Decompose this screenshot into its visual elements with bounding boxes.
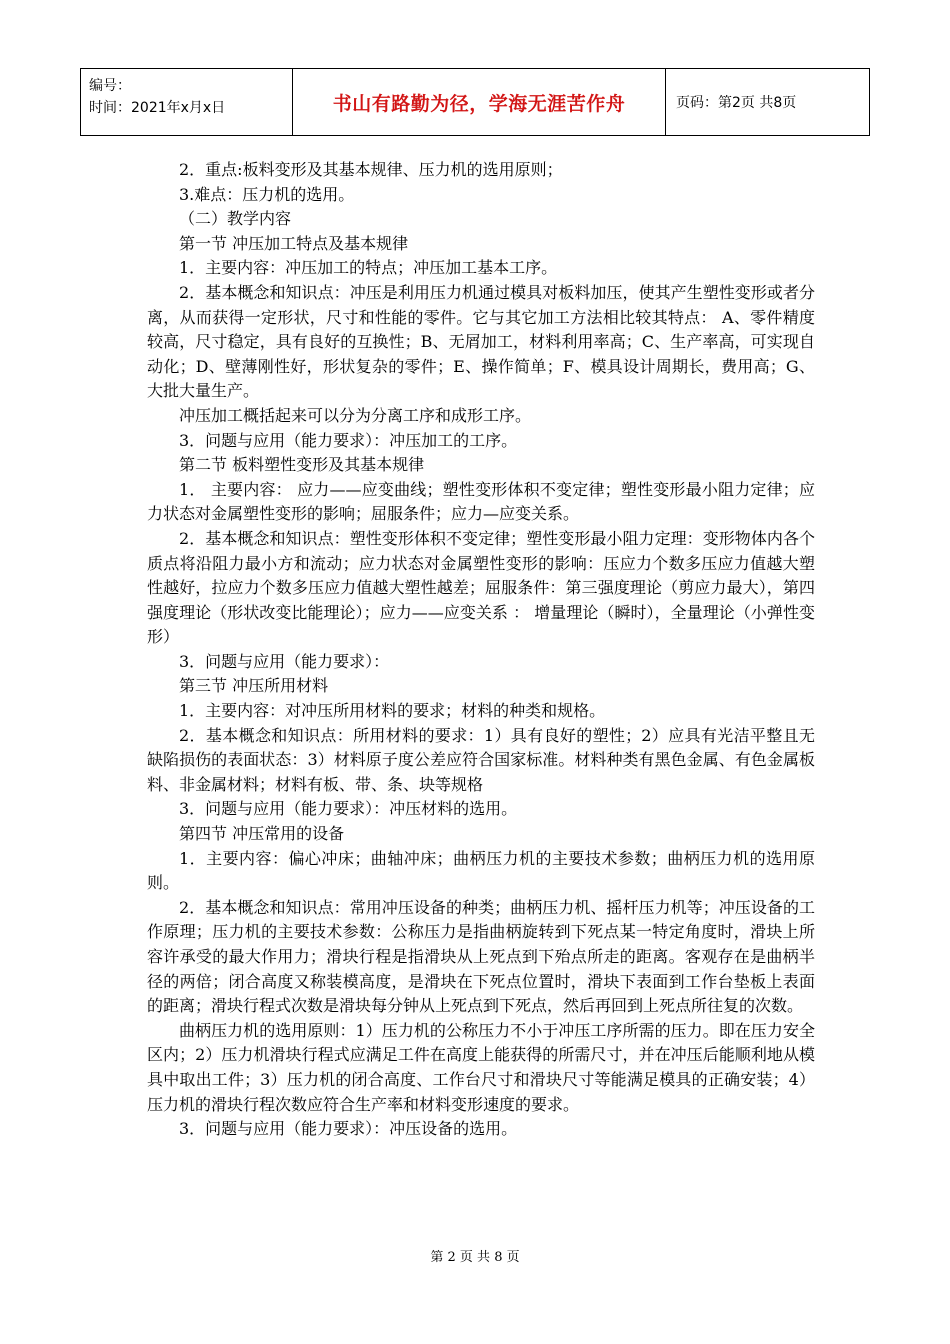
section-heading: 第三节 冲压所用材料 <box>179 676 329 696</box>
paragraph: 1．主要内容：冲压加工的特点；冲压加工基本工序。 <box>179 258 558 278</box>
paragraph: 2．基本概念和知识点：所用材料的要求：1）具有良好的塑性；2）应具有光洁平整且无缺陷损伤的表面状态：3）材料原子度公差应符合国家标准。材料种类有黑色金属、有色金属板料、非金属材料；材料有板、带、条、块等规格 <box>147 725 815 794</box>
paragraph: 3．问题与应用（能力要求）：冲压加工的工序。 <box>179 430 518 450</box>
section-heading: 第四节 冲压常用的设备 <box>179 824 345 844</box>
document-body <box>147 158 815 1142</box>
paragraph: 1．主要内容：偏心冲床；曲轴冲床；曲柄压力机的主要技术参数；曲柄压力机的选用原则。 <box>147 848 815 893</box>
section-heading: 第二节 板料塑性变形及其基本规律 <box>179 455 425 475</box>
header-meta-cell <box>81 69 293 136</box>
paragraph: 曲柄压力机的选用原则：1）压力机的公称压力不小于冲压工序所需的压力。即在压力安全区内；2）压力机滑块行程式应满足工件在高度上能获得的所需尺寸，并在冲压后能顺利地从模具中取出工件；3）压力机的闭合高度、工作台尺寸和滑块尺寸等能满足模具的正确安装；4）压力机的滑块行程次数应符合生产率和材料变形速度的要求。 <box>147 1020 815 1114</box>
paragraph: 2．重点:板料变形及其基本规律、压力机的选用原则； <box>179 160 563 179</box>
page-footer: 第 2 页 共 8 页 <box>430 1250 520 1265</box>
paragraph: 2．基本概念和知识点：冲压是利用压力机通过模具对板料加压，使其产生塑性变形或者分离，从而获得一定形状，尺寸和性能的零件。它与其它加工方法相比较其特点： A、零件精度较高，尺寸稳定，具有良好的互换性；B、无屑加工，材料利用率高；C、生产率高，可实现自动化；D、壁薄刚性好，形状复杂的零件；E、操作简单；F、模具设计周期长，费用高；G、大批大量生产。 <box>147 282 815 401</box>
section-heading: 第一节 冲压加工特点及基本规律 <box>179 233 409 253</box>
paragraph: 3.难点：压力机的选用。 <box>179 184 355 204</box>
paragraph: 3．问题与应用（能力要求）： <box>179 651 390 671</box>
document-header <box>80 68 870 136</box>
section-heading: （二）教学内容 <box>179 209 292 229</box>
number-label: 编号： <box>89 78 131 94</box>
paragraph: 2．基本概念和知识点：塑性变形体积不变定律；塑性变形最小阻力定理：变形物体内各个质点将沿阻力最小方和流动；应力状态对金属塑性变形的影响：压应力个数多压应力值越大塑性越好，拉应力个数多压应力值越大塑性越差；屈服条件：第三强度理论（剪应力最大），第四强度理论（形状改变比能理论）；应力——应变关系 ： 增量理论（瞬时），全量理论（小弹性变形） <box>147 528 815 647</box>
page-label: 页码：第2页 共8页 <box>666 69 870 136</box>
motto: 书山有路勤为径，学海无涯苦作舟 <box>293 69 666 136</box>
paragraph: 冲压加工概括起来可以分为分离工序和成形工序。 <box>179 405 532 425</box>
time-label: 时间：2021年x月x日 <box>89 100 226 116</box>
paragraph: 1． 主要内容： 应力——应变曲线；塑性变形体积不变定律；塑性变形最小阻力定律；应力状态对金属塑性变形的影响；屈服条件；应力—应变关系。 <box>147 479 815 524</box>
paragraph: 3．问题与应用（能力要求）：冲压设备的选用。 <box>179 1119 518 1139</box>
paragraph: 1．主要内容：对冲压所用材料的要求；材料的种类和规格。 <box>179 701 606 721</box>
paragraph: 2．基本概念和知识点：常用冲压设备的种类；曲柄压力机、摇杆压力机等；冲压设备的工作原理；压力机的主要技术参数：公称压力是指曲柄旋转到下死点某一特定角度时，滑块上所容许承受的最大作用力；滑块行程是指滑块从上死点到下殆点所走的距离。客观存在是曲柄半径的两倍；闭合高度又称装模高度，是滑块在下死点位置时，滑块下表面到工作台垫板上表面的距离；滑块行程式次数是滑块每分钟从上死点到下死点，然后再回到上死点所往复的次数。 <box>147 897 815 1016</box>
paragraph: 3．问题与应用（能力要求）：冲压材料的选用。 <box>179 799 518 819</box>
